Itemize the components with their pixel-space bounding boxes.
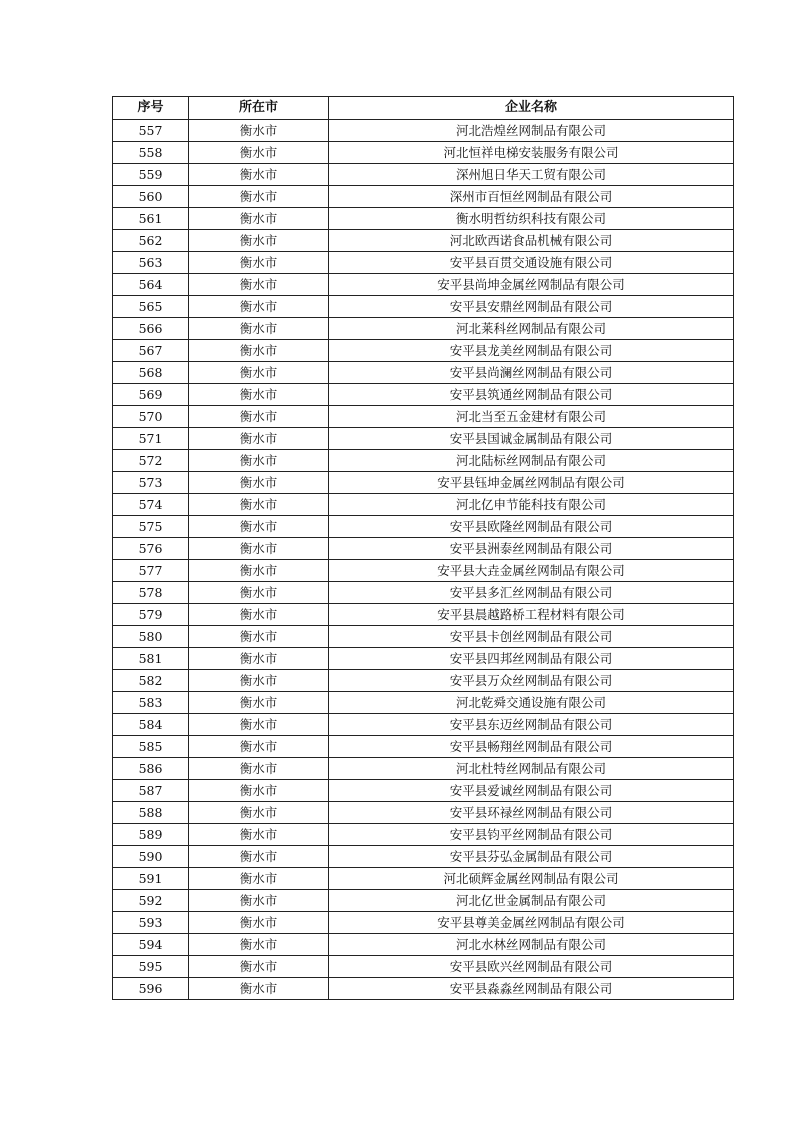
cell-company-name: 安平县筑通丝网制品有限公司: [329, 384, 734, 406]
cell-city: 衡水市: [189, 560, 329, 582]
cell-index: 583: [113, 692, 189, 714]
cell-city: 衡水市: [189, 362, 329, 384]
table-row: [113, 252, 734, 274]
cell-index: 573: [113, 472, 189, 494]
cell-company-name: 安平县欧兴丝网制品有限公司: [329, 956, 734, 978]
cell-company-name: 安平县大垚金属丝网制品有限公司: [329, 560, 734, 582]
cell-company-name: 河北亿世金属制品有限公司: [329, 890, 734, 912]
table-row: [113, 714, 734, 736]
cell-city: 衡水市: [189, 494, 329, 516]
cell-index: 571: [113, 428, 189, 450]
cell-company-name: 安平县晨越路桥工程材料有限公司: [329, 604, 734, 626]
cell-index: 591: [113, 868, 189, 890]
cell-index: 593: [113, 912, 189, 934]
cell-index: 585: [113, 736, 189, 758]
cell-index: 584: [113, 714, 189, 736]
table-row: [113, 494, 734, 516]
cell-company-name: 安平县钰坤金属丝网制品有限公司: [329, 472, 734, 494]
cell-company-name: 衡水明哲纺织科技有限公司: [329, 208, 734, 230]
cell-city: 衡水市: [189, 714, 329, 736]
cell-city: 衡水市: [189, 450, 329, 472]
cell-city: 衡水市: [189, 252, 329, 274]
cell-company-name: 河北恒祥电梯安装服务有限公司: [329, 142, 734, 164]
cell-company-name: 安平县芬弘金属制品有限公司: [329, 846, 734, 868]
cell-city: 衡水市: [189, 340, 329, 362]
table-row: [113, 934, 734, 956]
cell-city: 衡水市: [189, 934, 329, 956]
cell-index: 595: [113, 956, 189, 978]
cell-company-name: 安平县洲泰丝网制品有限公司: [329, 538, 734, 560]
cell-city: 衡水市: [189, 428, 329, 450]
cell-index: 567: [113, 340, 189, 362]
cell-index: 558: [113, 142, 189, 164]
table-row: [113, 142, 734, 164]
cell-city: 衡水市: [189, 670, 329, 692]
cell-index: 581: [113, 648, 189, 670]
cell-city: 衡水市: [189, 846, 329, 868]
cell-index: 580: [113, 626, 189, 648]
cell-city: 衡水市: [189, 230, 329, 252]
cell-index: 568: [113, 362, 189, 384]
cell-index: 579: [113, 604, 189, 626]
table-row: [113, 230, 734, 252]
cell-city: 衡水市: [189, 296, 329, 318]
cell-company-name: 安平县欧隆丝网制品有限公司: [329, 516, 734, 538]
header-index: 序号: [113, 97, 189, 120]
table-row: [113, 472, 734, 494]
cell-city: 衡水市: [189, 186, 329, 208]
cell-index: 563: [113, 252, 189, 274]
table-row: [113, 384, 734, 406]
table-row: [113, 516, 734, 538]
table-row: [113, 296, 734, 318]
cell-company-name: 安平县爱诚丝网制品有限公司: [329, 780, 734, 802]
cell-city: 衡水市: [189, 802, 329, 824]
cell-index: 578: [113, 582, 189, 604]
table-row: [113, 956, 734, 978]
cell-company-name: 安平县多汇丝网制品有限公司: [329, 582, 734, 604]
table-row: [113, 208, 734, 230]
cell-city: 衡水市: [189, 824, 329, 846]
cell-index: 587: [113, 780, 189, 802]
table-row: [113, 868, 734, 890]
cell-index: 577: [113, 560, 189, 582]
cell-company-name: 河北浩煌丝网制品有限公司: [329, 120, 734, 142]
cell-company-name: 河北乾舜交通设施有限公司: [329, 692, 734, 714]
cell-company-name: 安平县百贯交通设施有限公司: [329, 252, 734, 274]
cell-company-name: 安平县国诚金属制品有限公司: [329, 428, 734, 450]
cell-city: 衡水市: [189, 142, 329, 164]
cell-city: 衡水市: [189, 956, 329, 978]
cell-company-name: 河北亿申节能科技有限公司: [329, 494, 734, 516]
table-row: [113, 824, 734, 846]
cell-company-name: 安平县环禄丝网制品有限公司: [329, 802, 734, 824]
cell-city: 衡水市: [189, 538, 329, 560]
table-row: [113, 912, 734, 934]
cell-city: 衡水市: [189, 164, 329, 186]
table-row: [113, 648, 734, 670]
cell-index: 596: [113, 978, 189, 1000]
table-row: [113, 164, 734, 186]
table-row: [113, 428, 734, 450]
cell-company-name: 安平县尊美金属丝网制品有限公司: [329, 912, 734, 934]
cell-index: 565: [113, 296, 189, 318]
cell-city: 衡水市: [189, 890, 329, 912]
cell-company-name: 安平县东迈丝网制品有限公司: [329, 714, 734, 736]
cell-city: 衡水市: [189, 912, 329, 934]
cell-index: 575: [113, 516, 189, 538]
cell-index: 562: [113, 230, 189, 252]
cell-index: 576: [113, 538, 189, 560]
cell-city: 衡水市: [189, 274, 329, 296]
cell-company-name: 河北欧西诺食品机械有限公司: [329, 230, 734, 252]
cell-company-name: 河北当至五金建材有限公司: [329, 406, 734, 428]
cell-company-name: 安平县尚坤金属丝网制品有限公司: [329, 274, 734, 296]
cell-company-name: 河北硕辉金属丝网制品有限公司: [329, 868, 734, 890]
cell-city: 衡水市: [189, 868, 329, 890]
enterprise-table: [112, 96, 734, 1000]
cell-city: 衡水市: [189, 604, 329, 626]
table-row: [113, 560, 734, 582]
cell-index: 561: [113, 208, 189, 230]
table-row: [113, 450, 734, 472]
table-row: [113, 670, 734, 692]
cell-city: 衡水市: [189, 582, 329, 604]
cell-company-name: 深州市百恒丝网制品有限公司: [329, 186, 734, 208]
cell-company-name: 安平县尚澜丝网制品有限公司: [329, 362, 734, 384]
header-row: [113, 97, 734, 120]
cell-company-name: 河北杜特丝网制品有限公司: [329, 758, 734, 780]
table-row: [113, 736, 734, 758]
cell-city: 衡水市: [189, 626, 329, 648]
table-row: [113, 538, 734, 560]
table-header: [113, 97, 734, 120]
cell-index: 560: [113, 186, 189, 208]
cell-city: 衡水市: [189, 406, 329, 428]
cell-city: 衡水市: [189, 758, 329, 780]
cell-index: 566: [113, 318, 189, 340]
cell-city: 衡水市: [189, 978, 329, 1000]
cell-index: 586: [113, 758, 189, 780]
table-row: [113, 604, 734, 626]
table-row: [113, 692, 734, 714]
table-row: [113, 340, 734, 362]
cell-index: 564: [113, 274, 189, 296]
table-row: [113, 890, 734, 912]
cell-company-name: 安平县四邦丝网制品有限公司: [329, 648, 734, 670]
cell-company-name: 河北莱科丝网制品有限公司: [329, 318, 734, 340]
table-row: [113, 120, 734, 142]
table-row: [113, 846, 734, 868]
cell-city: 衡水市: [189, 648, 329, 670]
table-row: [113, 978, 734, 1000]
cell-city: 衡水市: [189, 736, 329, 758]
cell-index: 592: [113, 890, 189, 912]
cell-index: 557: [113, 120, 189, 142]
cell-city: 衡水市: [189, 692, 329, 714]
cell-company-name: 河北水林丝网制品有限公司: [329, 934, 734, 956]
cell-city: 衡水市: [189, 208, 329, 230]
cell-company-name: 安平县龙美丝网制品有限公司: [329, 340, 734, 362]
table-row: [113, 802, 734, 824]
cell-company-name: 安平县万众丝网制品有限公司: [329, 670, 734, 692]
header-company-name: 企业名称: [329, 97, 734, 120]
cell-city: 衡水市: [189, 780, 329, 802]
table-row: [113, 318, 734, 340]
cell-company-name: 安平县钧平丝网制品有限公司: [329, 824, 734, 846]
cell-index: 569: [113, 384, 189, 406]
cell-city: 衡水市: [189, 516, 329, 538]
header-city: 所在市: [189, 97, 329, 120]
table-row: [113, 362, 734, 384]
table-row: [113, 582, 734, 604]
table-row: [113, 780, 734, 802]
cell-city: 衡水市: [189, 472, 329, 494]
cell-index: 594: [113, 934, 189, 956]
table-row: [113, 758, 734, 780]
table-row: [113, 626, 734, 648]
cell-city: 衡水市: [189, 318, 329, 340]
cell-index: 572: [113, 450, 189, 472]
cell-company-name: 安平县畅翔丝网制品有限公司: [329, 736, 734, 758]
table-row: [113, 186, 734, 208]
cell-company-name: 安平县安鼎丝网制品有限公司: [329, 296, 734, 318]
cell-index: 590: [113, 846, 189, 868]
cell-index: 589: [113, 824, 189, 846]
table-body: [113, 120, 734, 1000]
cell-city: 衡水市: [189, 120, 329, 142]
cell-index: 570: [113, 406, 189, 428]
cell-company-name: 深州旭日华天工贸有限公司: [329, 164, 734, 186]
cell-index: 582: [113, 670, 189, 692]
cell-company-name: 河北陆标丝网制品有限公司: [329, 450, 734, 472]
cell-index: 559: [113, 164, 189, 186]
cell-index: 588: [113, 802, 189, 824]
cell-index: 574: [113, 494, 189, 516]
cell-city: 衡水市: [189, 384, 329, 406]
table-row: [113, 274, 734, 296]
table-row: [113, 406, 734, 428]
cell-company-name: 安平县卡创丝网制品有限公司: [329, 626, 734, 648]
cell-company-name: 安平县淼淼丝网制品有限公司: [329, 978, 734, 1000]
